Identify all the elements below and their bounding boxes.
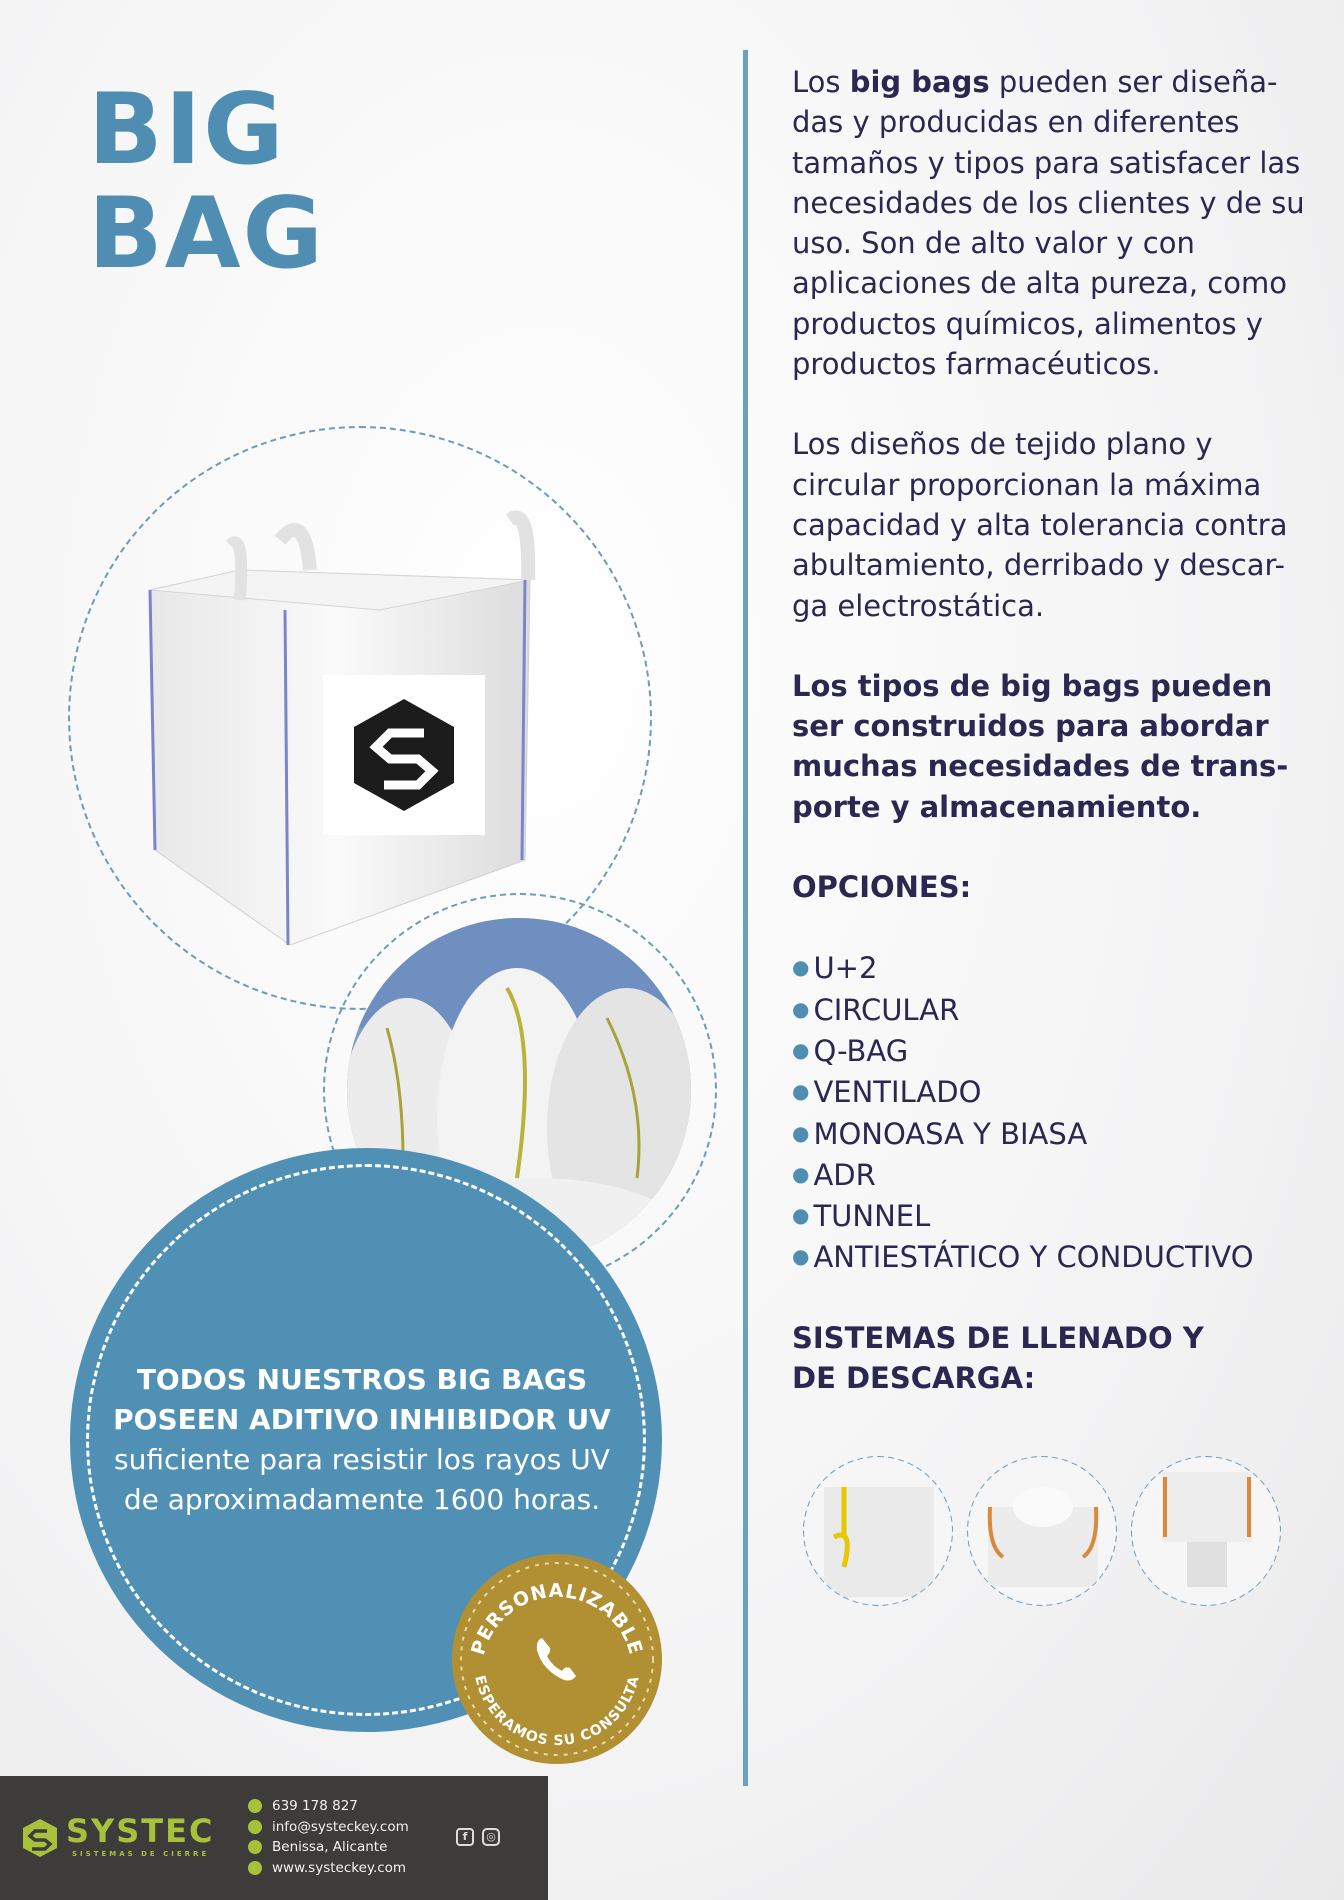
email-icon xyxy=(248,1820,262,1834)
footer-brand-name: SYSTEC xyxy=(66,1812,215,1850)
list-item: ● MONOASA Y BIASA xyxy=(792,1116,1088,1151)
list-item: ● TUNNEL xyxy=(792,1199,931,1234)
badge-top-text: PERSONALIZABLE xyxy=(467,1579,647,1658)
content-column xyxy=(792,62,1312,1398)
footer-contact xyxy=(248,1796,409,1878)
phone-icon xyxy=(537,1638,576,1681)
brand-hexagon-icon xyxy=(346,697,462,813)
title-line-1: BIG xyxy=(88,73,286,187)
brand-logo-box xyxy=(323,675,485,835)
title-line-2: BAG xyxy=(88,177,325,291)
fill-system-image-1 xyxy=(804,1457,952,1605)
svg-text:PERSONALIZABLE xyxy=(467,1580,647,1658)
list-item: ● ADR xyxy=(792,1157,876,1192)
fill-system-image-3 xyxy=(1132,1457,1280,1605)
location-icon xyxy=(248,1840,262,1854)
uv-info-text: TODOS NUESTROS BIG BAGS POSEEN ADITIVO INHIBIDOR UV suficiente para resistir los rayos UV de aproximadamente 1600 horas. xyxy=(113,1363,611,1516)
personalizable-badge xyxy=(452,1554,662,1764)
footer-tagline: SISTEMAS DE CIERRE xyxy=(72,1850,210,1858)
facebook-icon[interactable]: f xyxy=(456,1828,474,1846)
social-links xyxy=(456,1828,500,1846)
intro-paragraph-1: Los big bags pueden ser diseña-das y producidas en diferentes tamaños y tipos para satisfacer las necesidades de los clientes y de su uso. Son de alto valor y con aplicaciones de alta pureza, como productos químicos, alimentos y productos farmacéuticos. xyxy=(792,65,1305,382)
list-item: ● CIRCULAR xyxy=(792,992,960,1027)
list-item: ● ANTIESTÁTICO Y CONDUCTIVO xyxy=(792,1240,1254,1275)
list-item: ● VENTILADO xyxy=(792,1075,982,1110)
options-list xyxy=(792,947,1312,1277)
footer-email[interactable]: info@systeckey.com xyxy=(272,1818,409,1835)
vertical-divider xyxy=(743,50,748,1786)
page-title xyxy=(88,73,325,291)
instagram-icon[interactable]: ◎ xyxy=(482,1828,500,1846)
list-item: ● U+2 xyxy=(792,951,878,986)
web-icon xyxy=(248,1861,262,1875)
list-item: ● Q-BAG xyxy=(792,1033,909,1068)
phone-icon xyxy=(248,1799,262,1813)
footer-location: Benissa, Alicante xyxy=(272,1839,388,1855)
intro-paragraph-3: Los tipos de big bags pueden ser construidos para abordar muchas necesidades de trans-porte y almacenamiento. xyxy=(792,668,1289,824)
badge-bottom-text: ESPERAMOS SU CONSULTA xyxy=(471,1673,643,1750)
svg-text:ESPERAMOS SU CONSULTA xyxy=(471,1674,642,1749)
options-heading: OPCIONES: xyxy=(792,870,972,905)
systems-heading: SISTEMAS DE LLENADO Y DE DESCARGA: xyxy=(792,1320,1204,1396)
footer-web[interactable]: www.systeckey.com xyxy=(272,1859,407,1876)
footer-phone[interactable]: 639 178 827 xyxy=(272,1798,358,1814)
systec-logo-icon xyxy=(20,1818,60,1858)
intro-bold-term: big bags xyxy=(849,65,990,99)
fill-system-image-2 xyxy=(968,1457,1116,1605)
intro-paragraph-2: Los diseños de tejido plano y circular proporcionan la máxima capacidad y alta tolerancia contra abultamiento, derribado y descar-ga electrostática. xyxy=(792,427,1288,623)
